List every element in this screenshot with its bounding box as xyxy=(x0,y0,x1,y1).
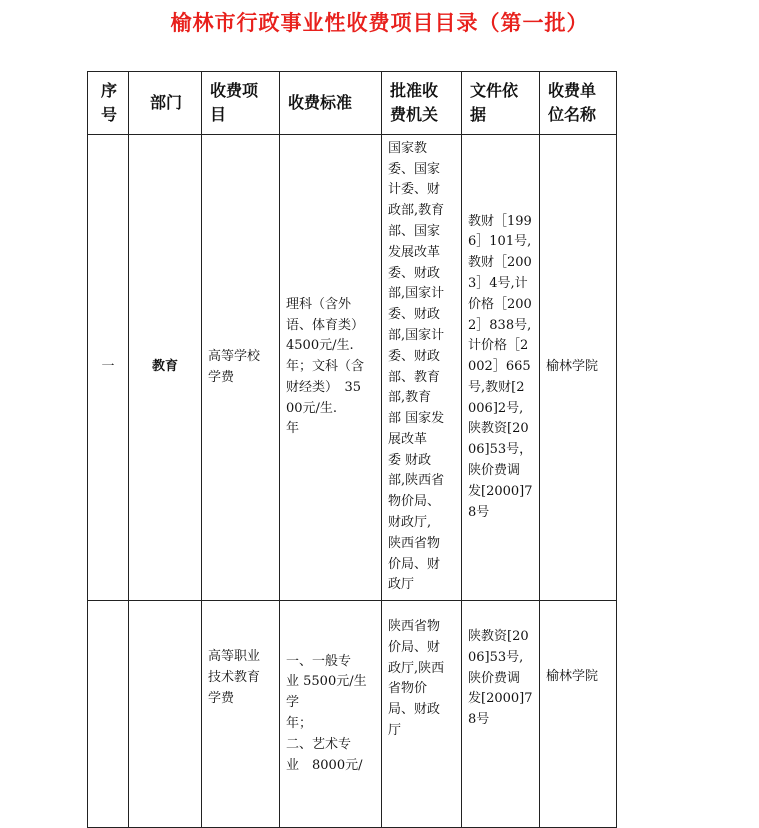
header-seq: 序 号 xyxy=(88,72,129,135)
header-dept: 部门 xyxy=(129,72,202,135)
header-standard: 收费标准 xyxy=(280,72,382,135)
cell-unit: 榆林学院 xyxy=(540,601,617,828)
cell-seq: 一 xyxy=(88,135,129,601)
table-row xyxy=(88,601,617,828)
cell-authority: 陕西省物 价局、财 政厅,陕西 省物价 局、财政 厅 xyxy=(382,601,462,828)
header-authority: 批准收 费机关 xyxy=(382,72,462,135)
cell-basis: 教财［199 6］101号, 教财［200 3］4号,计 价格［200 2］838号, 计价格［2 002］665 号,教财[2 006]2号, 陕教资[20 06]53号， 陕价费调 发[2000]7 8号 xyxy=(462,135,540,601)
table-row xyxy=(88,135,617,601)
cell-seq xyxy=(88,601,129,828)
cell-item: 高等学校 学费 xyxy=(202,135,280,601)
cell-standard: 一、一般专 业 5500元/生 学 年； 二、艺术专 业 8000元/ xyxy=(280,601,382,828)
cell-dept xyxy=(129,601,202,828)
cell-authority: 国家教 委、国家 计委、财 政部,教育 部、国家 发展改革 委、财政 部,国家计 委、财政 部,国家计 委、财政 部、教育 部,教育 部 国家发 展改革 委 财政 部,陕西省 物价局、 财政厅, 陕西省物 价局、财 政厅 xyxy=(382,135,462,601)
cell-dept: 教育 xyxy=(129,135,202,601)
cell-unit: 榆林学院 xyxy=(540,135,617,601)
cell-basis: 陕教资[20 06]53号, 陕价费调 发[2000]7 8号 xyxy=(462,601,540,828)
header-basis: 文件依 据 xyxy=(462,72,540,135)
fee-catalog-table xyxy=(87,71,617,828)
header-unit: 收费单 位名称 xyxy=(540,72,617,135)
header-item: 收费项 目 xyxy=(202,72,280,135)
cell-standard: 理科（含外 语、体育类） 4500元/生. 年；文科（含 财经类） 35 00元/生. 年 xyxy=(280,135,382,601)
cell-item: 高等职业 技术教育 学费 xyxy=(202,601,280,828)
table-header-row xyxy=(88,72,617,135)
document-title: 榆林市行政事业性收费项目目录（第一批） xyxy=(170,10,589,35)
